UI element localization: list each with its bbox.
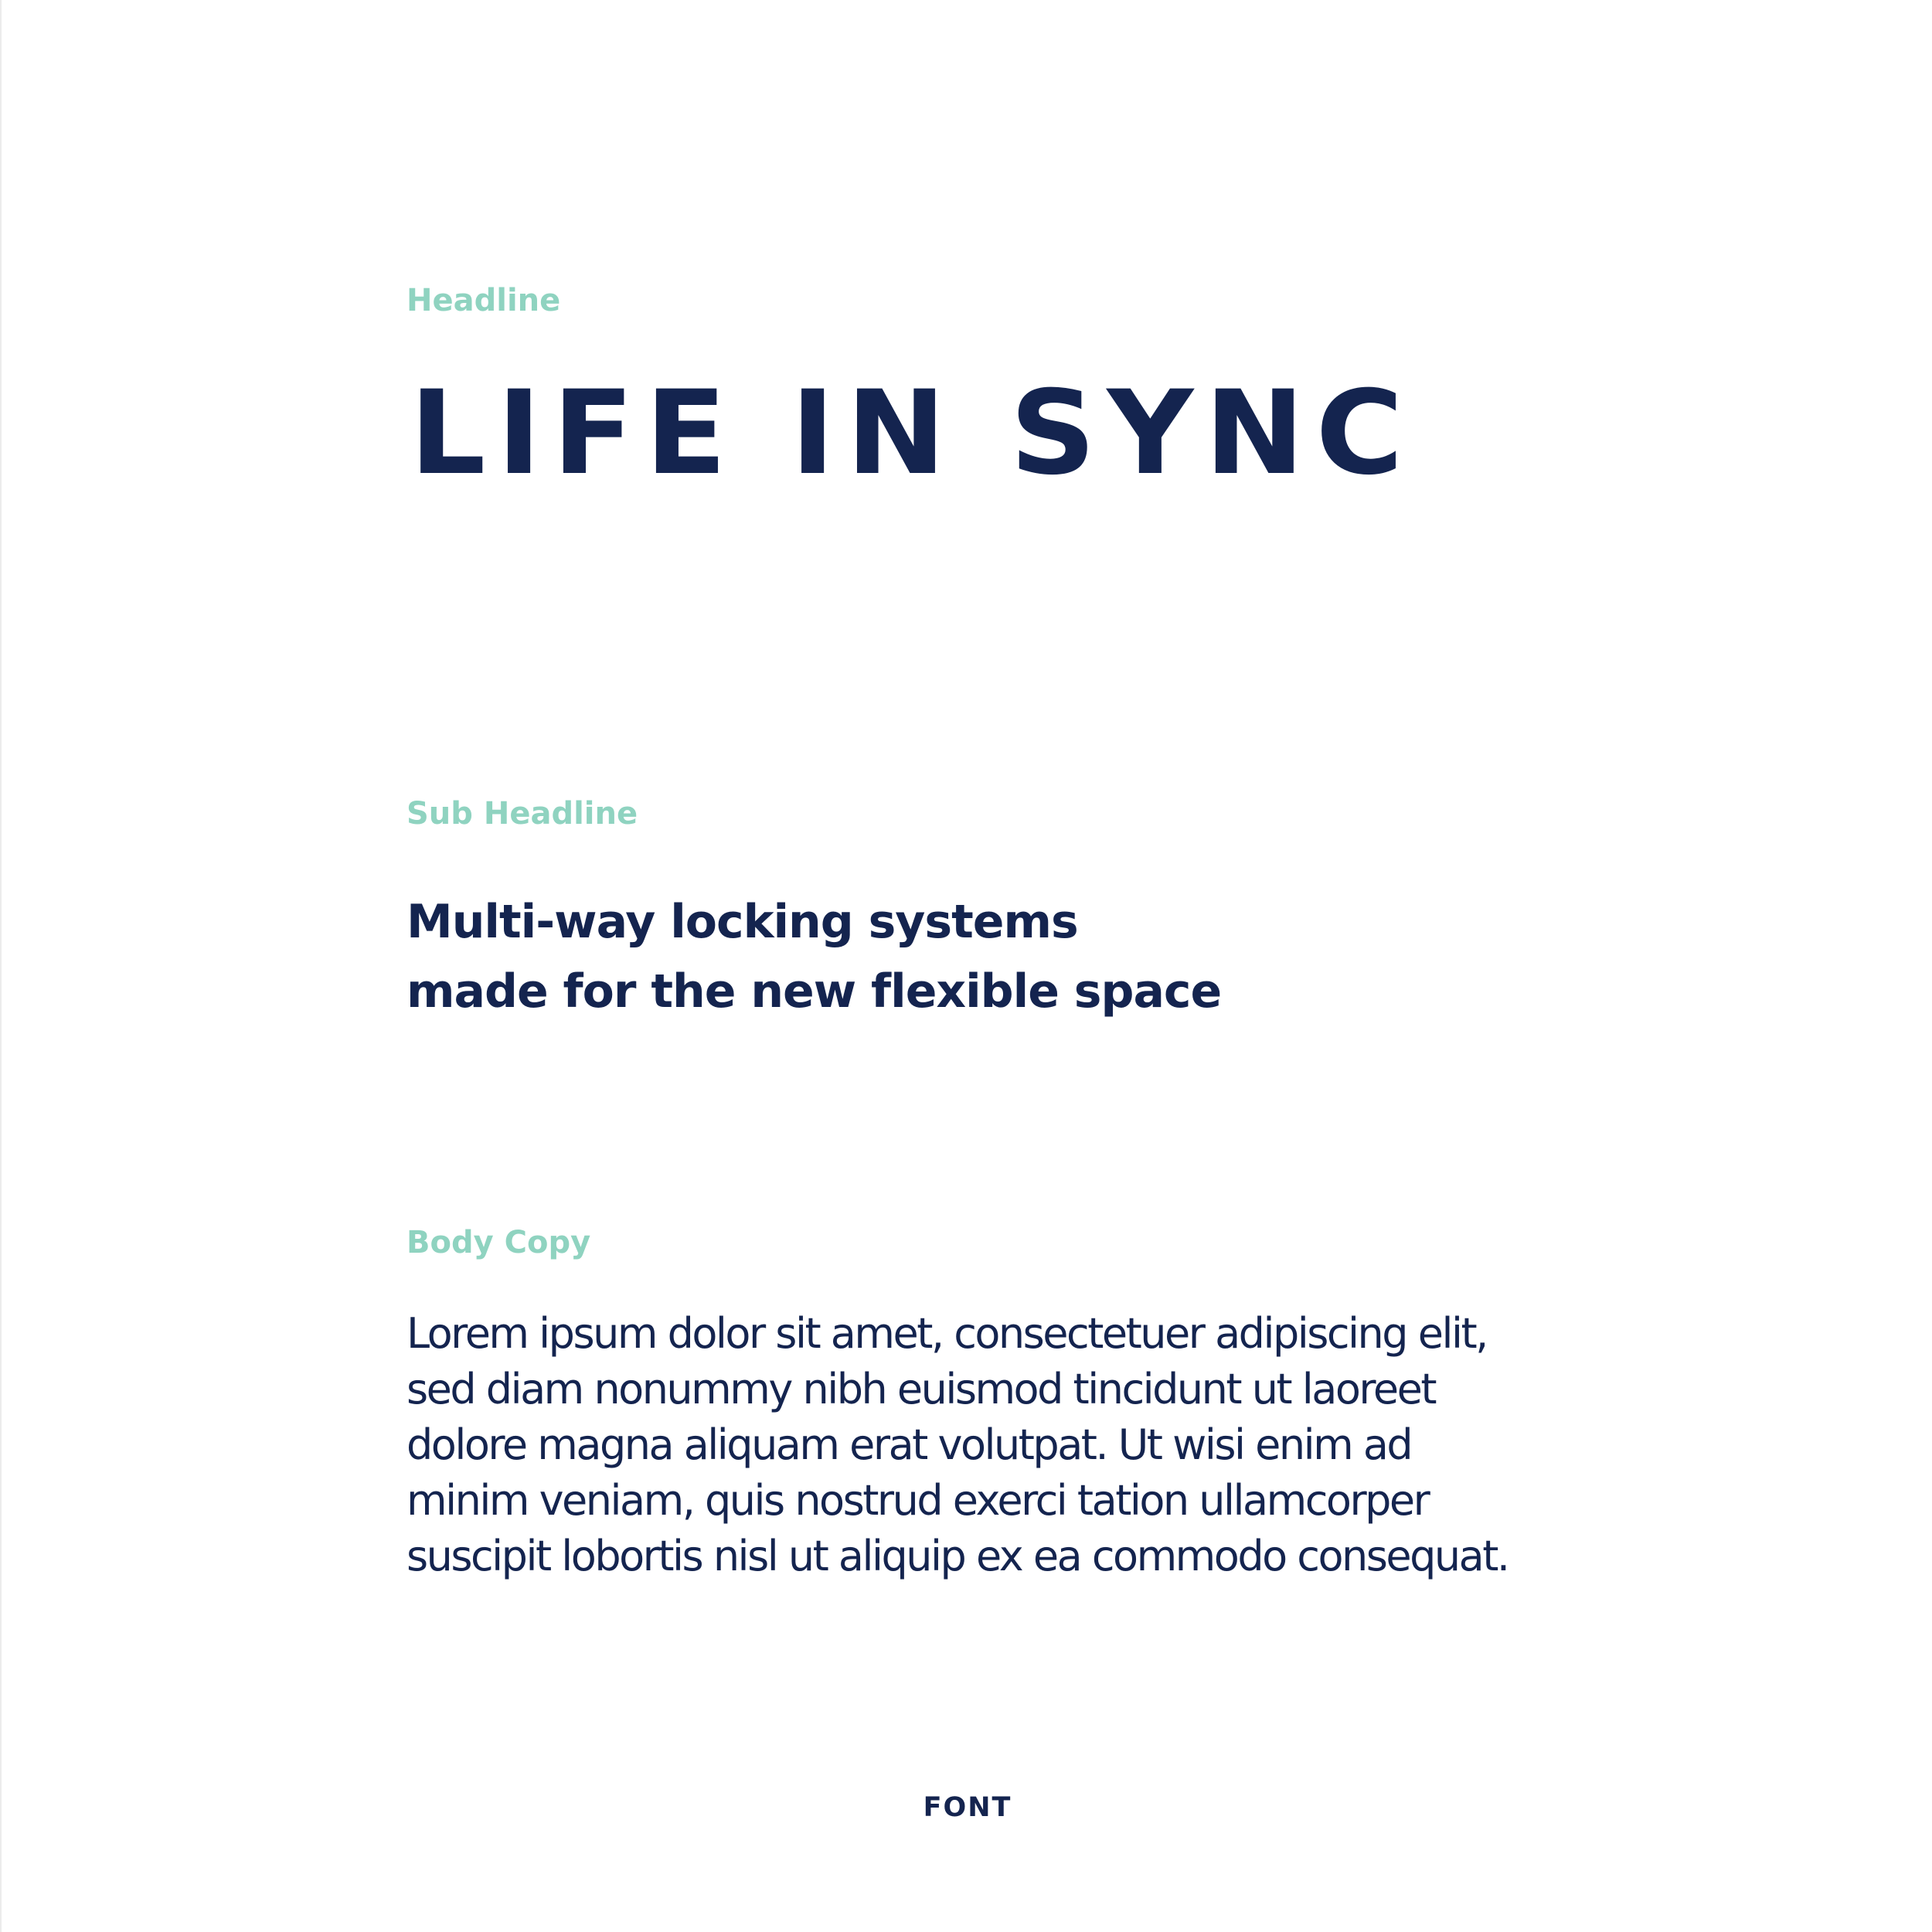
body-copy-line: sed diam nonummy nibh euismod tincidunt ut laoreet: [406, 1365, 1436, 1413]
sub-headline-label: Sub Headline: [406, 796, 638, 832]
headline-sample: LIFE IN SYNC: [410, 366, 1415, 501]
footer-font-label: FONT: [923, 1792, 1012, 1823]
headline-label: Headline: [406, 283, 561, 318]
body-copy-line: minim veniam, quis nostrud exerci tation ullamcorper: [406, 1476, 1429, 1525]
body-copy-line: dolore magna aliquam erat volutpat. Ut wisi enim ad: [406, 1420, 1412, 1469]
sub-headline-sample: [406, 887, 1221, 1026]
body-copy-line: suscipit lobortis nisl ut aliquip ex ea commodo consequat.: [406, 1532, 1509, 1580]
body-copy-line: Lorem ipsum dolor sit amet, consectetuer adipiscing elit,: [406, 1309, 1487, 1358]
sub-headline-line: Multi-way locking systems: [406, 895, 1078, 949]
body-copy-sample: [406, 1306, 1509, 1584]
sub-headline-line: made for the new flexible space: [406, 964, 1222, 1019]
body-copy-label: Body Copy: [406, 1225, 591, 1260]
